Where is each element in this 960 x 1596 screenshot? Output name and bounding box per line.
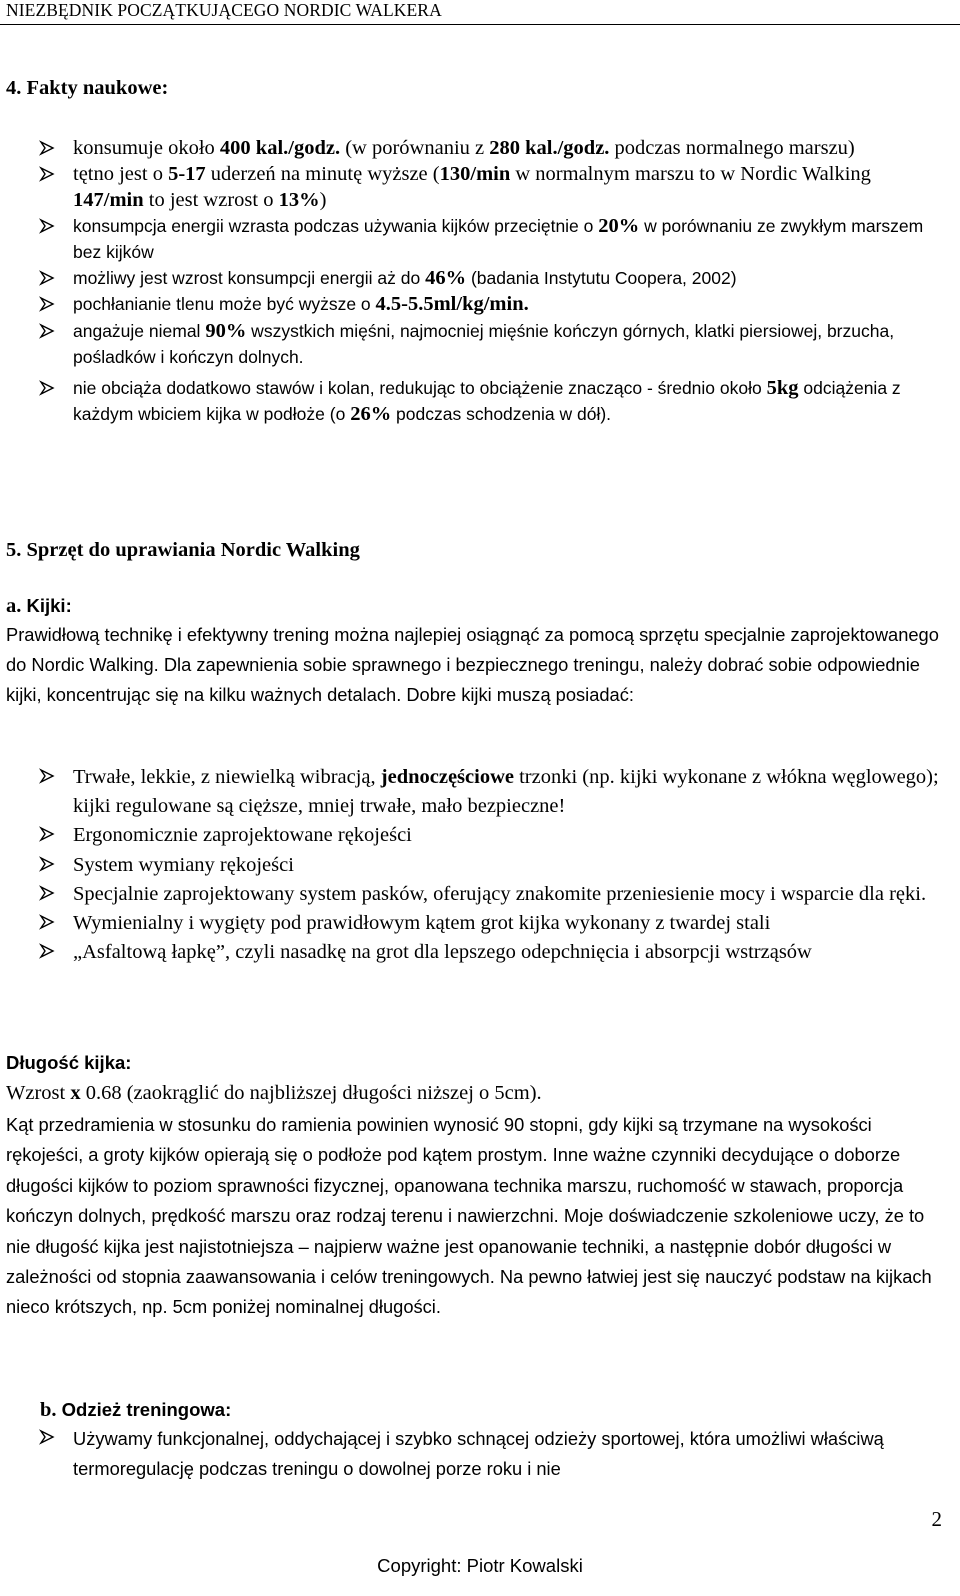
bold-text: 147/min	[73, 189, 144, 211]
text: możliwy jest wzrost konsumpcji energii aż do	[73, 268, 426, 288]
clothing-list	[0, 1424, 945, 1484]
bold-text: 90%	[205, 320, 247, 342]
bold-text: jednoczęściowe	[380, 766, 514, 788]
length-heading-text: Długość kijka:	[6, 1052, 132, 1073]
text: uderzeń na minutę wyższe (	[205, 163, 440, 185]
list-item	[0, 318, 945, 370]
bold-text: 4.5-5.5ml/kg/min.	[375, 293, 529, 315]
list-item	[0, 1424, 945, 1484]
poles-intro	[6, 620, 951, 710]
text: Trwałe, lekkie, z niewielką wibracją,	[73, 766, 381, 788]
section-5-heading: 5. Sprzęt do uprawiania Nordic Walking	[6, 539, 360, 561]
length-body	[6, 1110, 951, 1323]
text: to jest wzrost o	[143, 189, 279, 211]
text: System wymiany rękojeści	[73, 853, 294, 876]
arrow-bullet-icon	[38, 213, 58, 239]
arrow-bullet-icon	[38, 880, 58, 906]
list-item	[0, 880, 945, 909]
list-item	[0, 135, 945, 161]
text: angażuje niemal	[73, 321, 206, 341]
list-item	[0, 763, 945, 821]
clothing-item-text: Używamy funkcjonalnej, oddychającej i szybko schnącej odzieży sportowej, która umożliwi właściwą termoregulację podczas treningu o dowolnej porze roku i nie	[73, 1428, 884, 1479]
subsection-b-heading	[40, 1397, 231, 1423]
arrow-bullet-icon	[38, 161, 58, 187]
length-heading	[6, 1050, 131, 1076]
list-item	[0, 161, 945, 213]
text: w normalnym marszu to w Nordic Walking	[510, 163, 871, 185]
text: (w porównaniu z	[340, 137, 490, 159]
text: pochłanianie tlenu może być wyższe o	[73, 294, 376, 314]
arrow-bullet-icon	[38, 763, 58, 789]
section-4-heading: 4. Fakty naukowe:	[6, 77, 169, 99]
arrow-bullet-icon	[38, 851, 58, 877]
arrow-bullet-icon	[38, 909, 58, 935]
bold-text: 280 kal./godz.	[489, 137, 610, 159]
text: konsumpcja energii wzrasta podczas używania kijków przeciętnie o	[73, 216, 599, 236]
arrow-bullet-icon	[38, 938, 58, 964]
list-item	[0, 375, 945, 427]
text: Specjalnie zaprojektowany system pasków, oferujący znakomite przeniesienie mocy i wsparcie dla ręki.	[73, 882, 927, 905]
text: tętno jest o	[73, 163, 169, 185]
length-formula	[6, 1080, 542, 1106]
text: Wymienialny i wygięty pod prawidłowym kątem grot kijka wykonany z twardej stali	[73, 912, 771, 935]
bold-text: 46%	[425, 267, 467, 289]
arrow-bullet-icon	[38, 291, 58, 317]
text: )	[319, 189, 327, 211]
running-header: NIEZBĘDNIK POCZĄTKUJĄCEGO NORDIC WALKERA	[6, 0, 442, 20]
page-number: 2	[931, 1507, 942, 1531]
length-body-text: Kąt przedramienia w stosunku do ramienia powinien wynosić 90 stopni, gdy kijki są trzymane na wysokości rękojeści, a groty kijków opierają się o podłoże pod kątem prostym. Inne ważne czynniki decydujące o doborze długości kijków to poziom sprawności fizycznej, opanowana technika marszu, ruchomość w stawach, proporcja kończyn dolnych, prędkość marszu oraz rodzaj terenu i nawierzchni. Moje doświadczenie szkoleniowe uczy, że to nie długość kijka jest najistotniejsza – najpierw ważne jest opanowanie techniki, a następnie dobór długości w zależności od stopnia zaawansowania i celów treningowych. Na pewno łatwiej jest się nauczyć podstaw na kijkach nieco krótszych, np. 5cm poniżej nominalnej długości.	[6, 1114, 932, 1318]
subsection-a-label: a.	[6, 595, 27, 617]
formula-rest: 0.68 (zaokrąglić do najbliższej długości niższej o 5cm).	[80, 1082, 542, 1104]
text: odciążenia z każdym wbiciem kijka w podłoże (o	[73, 378, 901, 424]
subsection-b-title: Odzież treningowa:	[61, 1399, 232, 1420]
list-item	[0, 909, 945, 938]
list-item	[0, 291, 945, 317]
poles-features-list	[0, 763, 945, 967]
list-item	[0, 851, 945, 880]
arrow-bullet-icon	[38, 265, 58, 291]
text: (badania Instytutu Coopera, 2002)	[466, 268, 737, 288]
copyright-footer	[0, 1553, 960, 1578]
arrow-bullet-icon	[38, 821, 58, 847]
text: trzonki (np. kijki wykonane z włókna węglowego); kijki regulowane są cięższe, mniej trwałe, mało bezpieczne!	[73, 766, 939, 818]
facts-list	[0, 135, 945, 427]
list-item	[0, 821, 945, 850]
copyright-text: Copyright: Piotr Kowalski	[377, 1555, 583, 1576]
arrow-bullet-icon	[38, 375, 58, 401]
text: w porównaniu ze zwykłym marszem bez kijków	[73, 216, 924, 262]
text: podczas normalnego marszu)	[609, 137, 855, 159]
text: nie obciąża dodatkowo stawów i kolan, redukując to obciążenie znacząco - średnio około	[73, 378, 767, 398]
bold-text: 5kg	[766, 377, 799, 399]
subsection-a-title: Kijki:	[26, 595, 72, 616]
arrow-bullet-icon	[38, 318, 58, 344]
list-item	[0, 938, 945, 967]
subsection-b-label: b.	[40, 1399, 62, 1421]
arrow-bullet-icon	[38, 135, 58, 161]
bold-text: 400 kal./godz.	[219, 137, 341, 159]
arrow-bullet-icon	[38, 1424, 58, 1450]
subsection-a-heading	[6, 593, 72, 619]
bold-text: 20%	[598, 215, 640, 237]
formula-prefix: Wzrost	[6, 1082, 71, 1104]
bold-text: 26%	[350, 403, 392, 425]
text: Ergonomicznie zaprojektowane rękojeści	[73, 824, 412, 847]
poles-intro-text: Prawidłową technikę i efektywny trening można najlepiej osiągnąć za pomocą sprzętu specjalnie zaprojektowanego do Nordic Walking. Dla zapewnienia sobie sprawnego i bezpiecznego treningu, należy dobrać sobie odpowiednie kijki, koncentrując się na kilku ważnych detalach. Dobre kijki muszą posiadać:	[6, 624, 939, 705]
bold-text: 13%	[278, 189, 320, 211]
bold-text: 130/min	[439, 163, 511, 185]
list-item	[0, 265, 945, 291]
text: konsumuje około	[73, 137, 220, 159]
formula-multiply: x	[70, 1082, 81, 1104]
text: „Asfaltową łapkę”, czyli nasadkę na grot dla lepszego odepchnięcia i absorpcji wstrząsów	[73, 941, 812, 964]
text: wszystkich mięśni, najmocniej mięśnie kończyn górnych, klatki piersiowej, brzucha, pośladków i kończyn dolnych.	[73, 321, 895, 367]
list-item	[0, 213, 945, 265]
header-rule	[0, 24, 960, 25]
text: podczas schodzenia w dół).	[391, 404, 612, 424]
bold-text: 5-17	[168, 163, 206, 185]
